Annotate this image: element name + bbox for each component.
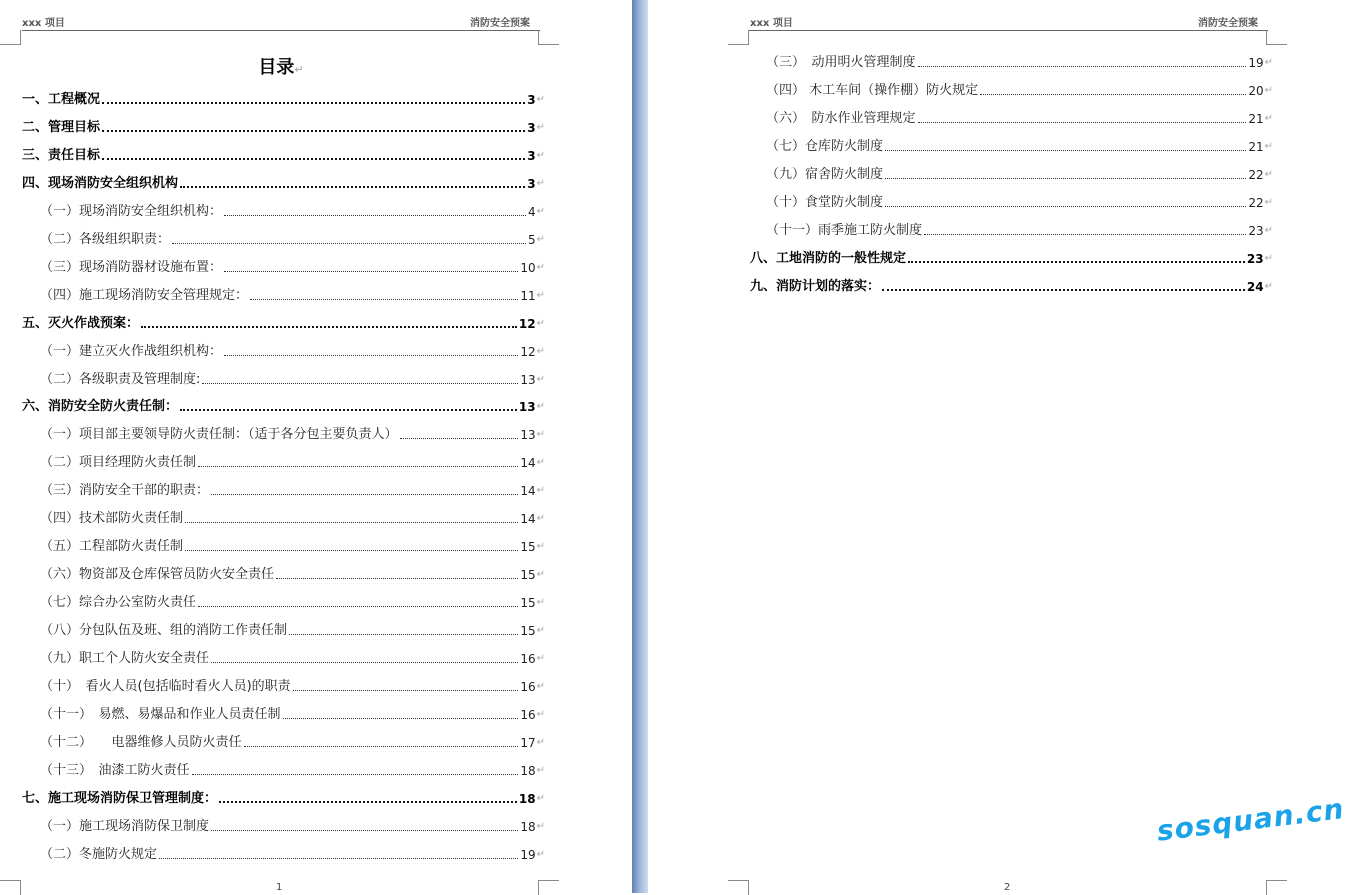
toc-page-number: 23 (1246, 252, 1264, 266)
corner-mark-top-right (538, 30, 559, 45)
toc-page-number: 16 (520, 707, 536, 722)
toc-entry-text: （十二） 电器维修人员防火责任 (40, 734, 242, 750)
toc-page-number: 14 (520, 456, 536, 471)
paragraph-mark: ↵ (1264, 225, 1273, 236)
paragraph-mark: ↵ (536, 485, 545, 497)
paragraph-mark: ↵ (536, 205, 545, 217)
toc-dot-leader (885, 206, 1246, 207)
document-page-2 (648, 0, 1327, 893)
toc-entry-text: （二）冬施防火规定 (40, 846, 158, 862)
toc-entry[interactable] (750, 247, 1273, 267)
toc-dot-leader (211, 662, 518, 663)
toc-dot-leader (918, 122, 1247, 123)
toc-page-number: 3 (527, 148, 536, 163)
toc-page-number: 18 (520, 819, 536, 834)
footer-page-number: 1 (276, 882, 283, 893)
toc-page-number: 3 (527, 176, 536, 191)
toc-entry[interactable] (40, 479, 545, 499)
paragraph-mark: ↵ (1264, 169, 1273, 180)
toc-page-number: 13 (518, 400, 536, 415)
paragraph-mark: ↵ (536, 373, 545, 385)
toc-entry-text: （四）施工现场消防安全管理规定： (40, 287, 249, 303)
corner-mark-top-right (1266, 30, 1287, 45)
document-page-1 (0, 0, 632, 893)
toc-dot-leader (219, 801, 517, 803)
toc-entry[interactable] (766, 79, 1273, 99)
toc-entry[interactable] (40, 731, 545, 751)
toc-entry-text: 三、责任目标 (22, 147, 101, 163)
toc-dot-leader (102, 130, 525, 132)
paragraph-mark: ↵ (536, 848, 545, 860)
toc-entry-text: 七、施工现场消防保卫管理制度： (22, 790, 218, 806)
toc-entry[interactable] (40, 451, 545, 471)
toc-entry[interactable] (22, 116, 545, 136)
toc-page-number: 15 (520, 596, 536, 611)
toc-entry[interactable] (40, 507, 545, 527)
toc-entry-text: （六） 防水作业管理规定 (766, 111, 916, 126)
toc-page-number: 5 (527, 232, 536, 247)
toc-dot-leader (224, 215, 526, 216)
toc-dot-leader (159, 858, 518, 859)
toc-page-number: 21 (1248, 140, 1264, 154)
toc-entry-text: 一、工程概况 (22, 92, 101, 107)
toc-dot-leader (276, 578, 518, 579)
toc-page-number: 20 (1248, 84, 1264, 98)
toc-entry[interactable] (22, 395, 545, 415)
toc-entry-text: （三） 动用明火管理制度 (766, 55, 916, 70)
paragraph-mark: ↵ (1264, 281, 1273, 292)
toc-entry[interactable] (40, 619, 545, 639)
toc-dot-leader (980, 94, 1246, 95)
toc-entry[interactable] (40, 423, 545, 443)
toc-page-number: 19 (520, 847, 536, 862)
toc-dot-leader (180, 409, 517, 411)
paragraph-mark: ↵ (1264, 85, 1273, 96)
paragraph-mark: ↵ (1264, 253, 1273, 264)
paragraph-mark: ↵ (536, 233, 545, 245)
toc-page-number: 17 (520, 735, 536, 750)
toc-entry-text: 六、消防安全防火责任制： (22, 399, 179, 415)
toc-page-number: 13 (520, 372, 536, 387)
paragraph-mark: ↵ (536, 177, 545, 189)
toc-entry-text: （九）职工个人防火安全责任 (40, 651, 210, 666)
paragraph-mark: ↵ (1264, 113, 1273, 124)
corner-mark-bottom-right (1266, 880, 1287, 895)
paragraph-mark: ↵ (536, 149, 545, 161)
toc-dot-leader (172, 243, 526, 244)
toc-entry-text: （四）技术部防火责任制 (40, 511, 184, 527)
toc-page-number: 16 (520, 679, 536, 694)
toc-entry-text: （一）现场消防安全组织机构： (40, 203, 223, 219)
paragraph-mark: ↵ (536, 680, 545, 692)
toc-dot-leader (244, 746, 519, 747)
toc-entry[interactable] (40, 647, 545, 667)
toc-dot-leader (908, 261, 1245, 263)
toc-dot-leader (198, 466, 518, 467)
toc-entry[interactable] (40, 563, 545, 583)
toc-entry-text: 二、管理目标 (22, 119, 101, 135)
toc-dot-leader (198, 606, 518, 607)
paragraph-mark: ↵ (1264, 197, 1273, 208)
toc-title-text: 目录 (258, 57, 295, 78)
paragraph-mark: ↵ (536, 94, 545, 105)
toc-entry[interactable] (40, 228, 545, 248)
toc-page-number: 13 (520, 428, 536, 443)
watermark-text: sosquan.cn (1155, 792, 1346, 848)
paragraph-mark: ↵ (536, 764, 545, 776)
toc-entry[interactable] (22, 144, 545, 164)
paragraph-mark: ↵ (536, 261, 545, 273)
toc-entry-text: （十三） 油漆工防火责任 (40, 762, 190, 778)
paragraph-mark: ↵ (536, 597, 545, 609)
toc-page-number: 24 (1246, 280, 1264, 294)
paragraph-mark: ↵ (536, 569, 545, 581)
toc-page-number: 4 (527, 204, 536, 219)
page-gap (632, 0, 648, 893)
header-rule (748, 30, 1268, 31)
toc-dot-leader (192, 774, 519, 775)
toc-entry[interactable] (22, 88, 545, 108)
toc-page-number: 14 (520, 484, 536, 499)
toc-dot-leader (102, 102, 525, 104)
toc-dot-leader (185, 550, 518, 551)
toc-entry-text: 五、灭火作战预案： (22, 315, 140, 331)
toc-page-number: 23 (1248, 224, 1264, 238)
toc-entry-text: （十一）雨季施工防火制度 (766, 223, 923, 238)
toc-entry-text: （八）分包队伍及班、组的消防工作责任制 (40, 623, 288, 639)
toc-entry[interactable] (766, 163, 1273, 183)
toc-dot-leader (250, 299, 518, 300)
toc-page-number: 18 (520, 763, 536, 778)
toc-page-number: 14 (520, 512, 536, 527)
toc-entry[interactable] (766, 51, 1273, 71)
toc-page-number: 3 (527, 93, 536, 107)
toc-entry[interactable] (40, 815, 545, 835)
toc-dot-leader (141, 326, 517, 328)
toc-dot-leader (224, 271, 518, 272)
paragraph-mark: ↵ (536, 792, 545, 804)
toc-dot-leader (102, 158, 525, 160)
paragraph-mark: ↵ (536, 708, 545, 720)
toc-page-number: 22 (1248, 168, 1264, 182)
corner-mark-top-left (728, 30, 749, 45)
toc-dot-leader (924, 234, 1246, 235)
corner-mark-bottom-right (538, 880, 559, 895)
corner-mark-bottom-left (0, 880, 21, 895)
toc-entry[interactable] (22, 172, 545, 192)
paragraph-mark: ↵ (536, 317, 545, 329)
toc-page-number: 11 (520, 288, 536, 303)
toc-dot-leader (211, 494, 518, 495)
toc-dot-leader (885, 150, 1246, 151)
toc-entry-text: （一）施工现场消防保卫制度 (40, 818, 210, 834)
toc-entry[interactable] (766, 219, 1273, 239)
header-right-text: 消防安全预案 (1198, 18, 1258, 29)
toc-entry[interactable] (22, 787, 545, 807)
toc-dot-leader (882, 289, 1245, 291)
paragraph-mark: ↵ (536, 429, 545, 441)
toc-page-number: 16 (520, 652, 536, 666)
toc-entry[interactable] (40, 675, 545, 695)
paragraph-mark: ↵ (536, 121, 545, 133)
toc-dot-leader (180, 186, 525, 188)
toc-entry[interactable] (40, 759, 545, 779)
paragraph-mark: ↵ (536, 625, 545, 637)
toc-entry-text: （一）建立灭火作战组织机构： (40, 343, 223, 359)
footer-page-number: 2 (1004, 882, 1011, 893)
toc-entry-text: 八、工地消防的一般性规定 (750, 251, 907, 266)
paragraph-mark: ↵ (536, 513, 545, 525)
toc-entry-text: （九）宿舍防火制度 (766, 167, 884, 182)
toc-dot-leader (400, 438, 519, 439)
toc-page-number: 12 (520, 344, 536, 359)
toc-entry-text: （十）食堂防火制度 (766, 195, 884, 210)
toc-dot-leader (918, 66, 1247, 67)
toc-entry[interactable] (766, 135, 1273, 155)
toc-title (0, 53, 562, 79)
toc-entry[interactable] (750, 275, 1273, 295)
toc-entry-text: （七）综合办公室防火责任 (40, 595, 197, 611)
toc-entry[interactable] (766, 107, 1273, 127)
paragraph-mark: ↵ (536, 820, 545, 832)
toc-entry-text: （二）各级职责及管理制度: (40, 371, 201, 387)
toc-entry-text: （十） 看火人员(包括临时看火人员)的职责 (40, 678, 291, 694)
paragraph-mark: ↵ (1264, 141, 1273, 152)
paragraph-mark: ↵ (536, 345, 545, 357)
toc-page-number: 15 (520, 540, 536, 555)
toc-entry[interactable] (40, 368, 545, 388)
paragraph-mark: ↵ (1264, 57, 1273, 68)
toc-entry[interactable] (22, 312, 545, 332)
header-right-text: 消防安全预案 (470, 18, 530, 29)
toc-entry-text: （七）仓库防火制度 (766, 139, 884, 154)
toc-page-number: 12 (518, 316, 536, 331)
toc-entry[interactable] (40, 340, 545, 360)
toc-entry[interactable] (40, 591, 545, 611)
toc-dot-leader (885, 178, 1246, 179)
toc-dot-leader (185, 522, 518, 523)
toc-entry-text: （十一） 易燃、易爆品和作业人员责任制 (40, 706, 281, 722)
paragraph-mark: ↵ (294, 63, 304, 76)
toc-entry-text: （四） 木工车间（操作棚）防火规定 (766, 83, 979, 98)
toc-page-number: 10 (520, 260, 536, 275)
toc-page-number: 15 (520, 568, 536, 583)
header-rule (22, 30, 540, 31)
paragraph-mark: ↵ (536, 401, 545, 413)
paragraph-mark: ↵ (536, 457, 545, 469)
toc-dot-leader (211, 830, 518, 831)
toc-entry[interactable] (40, 843, 545, 863)
toc-entry-text: （三）消防安全干部的职责： (40, 483, 210, 499)
toc-dot-leader (283, 718, 519, 719)
toc-entry[interactable] (40, 284, 545, 304)
toc-dot-leader (289, 634, 518, 635)
toc-dot-leader (293, 690, 519, 691)
toc-entry[interactable] (40, 200, 545, 220)
toc-entry-text: （六）物资部及仓库保管员防火安全责任 (40, 567, 275, 583)
paragraph-mark: ↵ (536, 289, 545, 301)
toc-entry[interactable] (40, 535, 545, 555)
toc-entry-text: （五）工程部防火责任制 (40, 539, 184, 555)
paragraph-mark: ↵ (536, 653, 545, 664)
corner-mark-top-left (0, 30, 21, 45)
toc-page-number: 19 (1248, 56, 1264, 70)
corner-mark-bottom-left (728, 880, 749, 895)
toc-entry[interactable] (766, 191, 1273, 211)
toc-entry-text: 四、现场消防安全组织机构 (22, 175, 179, 191)
paragraph-mark: ↵ (536, 736, 545, 748)
toc-entry-text: （二）各级组织职责： (40, 231, 171, 247)
toc-page-number: 21 (1248, 112, 1264, 126)
paragraph-mark: ↵ (536, 541, 545, 553)
header-left-text: xxx 项目 (22, 18, 65, 29)
toc-entry-text: 九、消防计划的落实： (750, 279, 881, 294)
toc-page-number: 22 (1248, 196, 1264, 210)
header-left-text: xxx 项目 (750, 18, 793, 29)
toc-entry-text: （二）项目经理防火责任制 (40, 455, 197, 471)
toc-entry-text: （三）现场消防器材设施布置： (40, 259, 223, 275)
toc-page-number: 15 (520, 624, 536, 639)
toc-entry[interactable] (40, 703, 545, 723)
toc-page-number: 3 (527, 120, 536, 135)
toc-entry[interactable] (40, 256, 545, 276)
toc-dot-leader (224, 355, 518, 356)
toc-page-number: 18 (518, 791, 536, 806)
toc-dot-leader (202, 383, 518, 384)
toc-entry-text: （一）项目部主要领导防火责任制：（适于各分包主要负责人） (40, 427, 398, 443)
